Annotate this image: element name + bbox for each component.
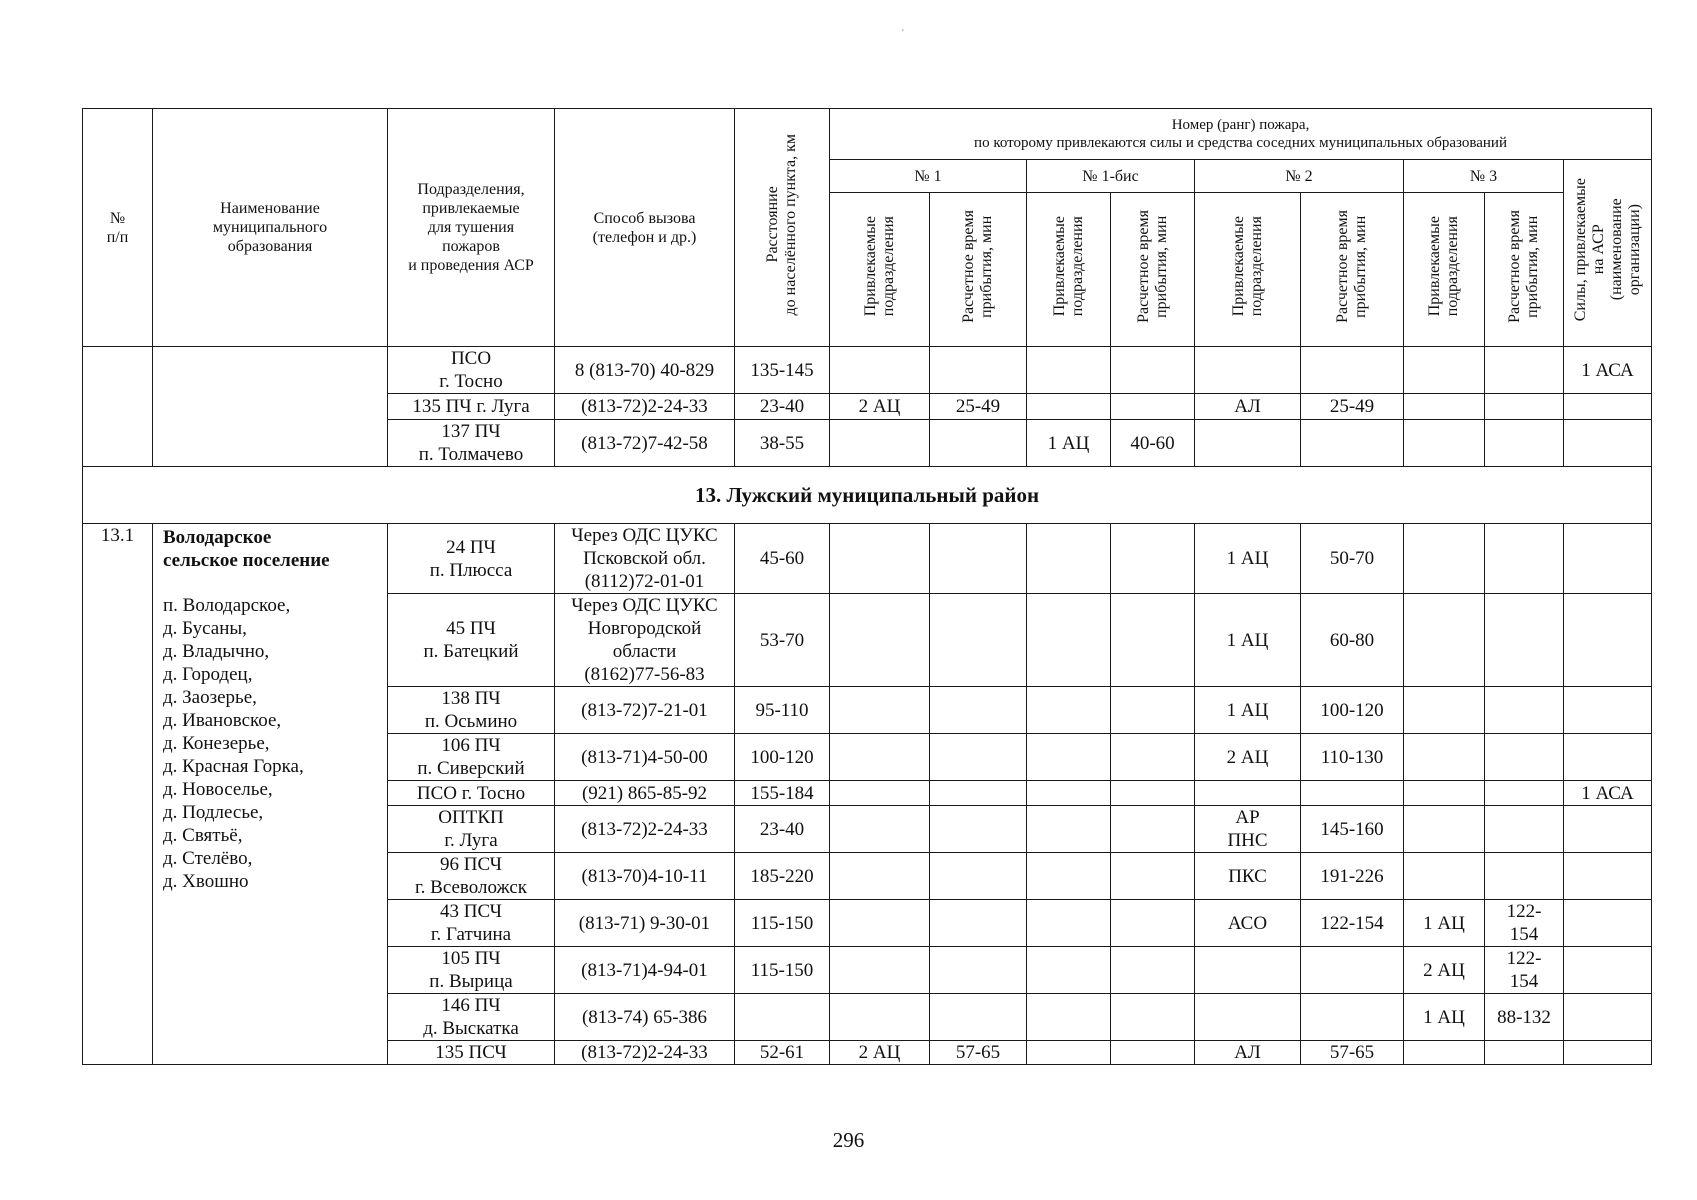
cell-rank1bis-time: [1111, 947, 1195, 994]
cell-rank1bis-units: [1027, 994, 1111, 1041]
cell-rank3-time: [1485, 420, 1564, 467]
header-rank-1: № 1: [830, 160, 1027, 193]
cell-rank2-time: [1301, 994, 1404, 1041]
cell-rank1bis-units: [1027, 594, 1111, 687]
cell-municipality-empty: [153, 347, 388, 467]
cell-call-method: Через ОДС ЦУКС Новгородской области (8162)77-56-83: [555, 594, 735, 687]
header-distance-label: Расстояние до населённого пункта, км: [764, 133, 799, 316]
cell-rank3-units: [1404, 687, 1485, 734]
header-municipality: Наименование муниципального образования: [153, 109, 388, 347]
cell-rank1-units: [830, 524, 930, 594]
cell-distance: 53-70: [735, 594, 830, 687]
cell-units: 96 ПСЧ г. Всеволожск: [388, 853, 555, 900]
cell-rank1bis-units: [1027, 524, 1111, 594]
header-fire-rank-group: Номер (ранг) пожара, по которому привлекаются силы и средства соседних муниципальных образований: [830, 109, 1652, 160]
cell-rank3-units: 2 АЦ: [1404, 947, 1485, 994]
municipality-cell: [153, 524, 388, 1065]
header-distance: [735, 109, 830, 347]
cell-rank1-time: [930, 347, 1027, 394]
municipality-number: 13.1: [83, 524, 153, 1065]
cell-asr-forces: 1 АСА: [1564, 347, 1652, 394]
cell-distance: 155-184: [735, 781, 830, 806]
cell-rank1bis-time: [1111, 806, 1195, 853]
cell-rank1bis-time: [1111, 900, 1195, 947]
cell-rank3-units: [1404, 394, 1485, 420]
cell-rank3-units: 1 АЦ: [1404, 994, 1485, 1041]
cell-rank3-time: [1485, 734, 1564, 781]
cell-rank1-units: [830, 994, 930, 1041]
cell-rank2-units: [1195, 347, 1301, 394]
cell-units: ПСО г. Тосно: [388, 347, 555, 394]
cell-rank2-time: [1301, 420, 1404, 467]
cell-call-method: (921) 865-85-92: [555, 781, 735, 806]
cell-rank3-units: [1404, 347, 1485, 394]
cell-rank1-time: [930, 524, 1027, 594]
cell-asr-forces: [1564, 734, 1652, 781]
header-rank1-units: Привлекаемые подразделения: [830, 193, 930, 347]
cell-rank3-units: [1404, 594, 1485, 687]
header-rank1-time: Расчетное время прибытия, мин: [930, 193, 1027, 347]
cell-units: 138 ПЧ п. Осьмино: [388, 687, 555, 734]
cell-distance: 115-150: [735, 947, 830, 994]
table-body-luga-district: [83, 524, 1652, 1065]
header-rank2-units: Привлекаемые подразделения: [1195, 193, 1301, 347]
cell-rank1-units: 2 АЦ: [830, 394, 930, 420]
cell-rank1bis-time: [1111, 853, 1195, 900]
cell-rank1bis-time: [1111, 594, 1195, 687]
cell-rank1bis-time: [1111, 994, 1195, 1041]
cell-rank1bis-units: 1 АЦ: [1027, 420, 1111, 467]
cell-call-method: (813-72)2-24-33: [555, 806, 735, 853]
cell-units: 146 ПЧ д. Выскатка: [388, 994, 555, 1041]
cell-units: 135 ПСЧ: [388, 1041, 555, 1065]
cell-asr-forces: [1564, 524, 1652, 594]
cell-rank2-time: 100-120: [1301, 687, 1404, 734]
cell-rank3-units: [1404, 420, 1485, 467]
cell-call-method: (813-72)7-21-01: [555, 687, 735, 734]
cell-rank1bis-time: 40-60: [1111, 420, 1195, 467]
cell-asr-forces: [1564, 687, 1652, 734]
cell-rank3-units: [1404, 806, 1485, 853]
header-rank1bis-units: Привлекаемые подразделения: [1027, 193, 1111, 347]
cell-rank3-time: [1485, 853, 1564, 900]
cell-rank2-units: 1 АЦ: [1195, 524, 1301, 594]
cell-rank1-units: [830, 853, 930, 900]
cell-units: ПСО г. Тосно: [388, 781, 555, 806]
cell-rank1-units: [830, 781, 930, 806]
cell-rank1bis-units: [1027, 394, 1111, 420]
cell-asr-forces: [1564, 900, 1652, 947]
cell-rank2-units: АР ПНС: [1195, 806, 1301, 853]
cell-asr-forces: [1564, 594, 1652, 687]
header-asr: [1564, 160, 1652, 347]
cell-call-method: (813-71) 9-30-01: [555, 900, 735, 947]
cell-asr-forces: 1 АСА: [1564, 781, 1652, 806]
cell-rank1-time: 25-49: [930, 394, 1027, 420]
cell-asr-forces: [1564, 806, 1652, 853]
cell-rank2-time: [1301, 347, 1404, 394]
header-rank2-time: Расчетное время прибытия, мин: [1301, 193, 1404, 347]
cell-rank1bis-units: [1027, 853, 1111, 900]
cell-call-method: (813-71)4-50-00: [555, 734, 735, 781]
cell-rank1-units: [830, 594, 930, 687]
cell-asr-forces: [1564, 1041, 1652, 1065]
cell-rank3-time: [1485, 781, 1564, 806]
cell-units: ОПТКП г. Луга: [388, 806, 555, 853]
cell-call-method: 8 (813-70) 40-829: [555, 347, 735, 394]
cell-rank1-time: [930, 781, 1027, 806]
cell-rank1bis-time: [1111, 1041, 1195, 1065]
cell-rank1-units: [830, 347, 930, 394]
cell-rank1bis-time: [1111, 734, 1195, 781]
cell-distance: 23-40: [735, 806, 830, 853]
page-mark: ': [902, 28, 904, 39]
cell-asr-forces: [1564, 853, 1652, 900]
cell-asr-forces: [1564, 420, 1652, 467]
cell-rank2-time: 191-226: [1301, 853, 1404, 900]
cell-rank1-time: [930, 420, 1027, 467]
cell-units: 24 ПЧ п. Плюсса: [388, 524, 555, 594]
cell-distance: 45-60: [735, 524, 830, 594]
cell-rank1bis-time: [1111, 781, 1195, 806]
cell-rank1-time: [930, 594, 1027, 687]
cell-rank3-time: [1485, 594, 1564, 687]
table-row: [83, 347, 1652, 394]
cell-rank2-time: 25-49: [1301, 394, 1404, 420]
cell-rank1-time: [930, 900, 1027, 947]
cell-rank1bis-time: [1111, 394, 1195, 420]
cell-rank2-units: 1 АЦ: [1195, 594, 1301, 687]
cell-call-method: (813-72)2-24-33: [555, 1041, 735, 1065]
cell-rank1-time: [930, 994, 1027, 1041]
cell-rank2-units: 1 АЦ: [1195, 687, 1301, 734]
cell-rank2-units: 2 АЦ: [1195, 734, 1301, 781]
cell-rank2-time: 145-160: [1301, 806, 1404, 853]
cell-rank2-time: 122-154: [1301, 900, 1404, 947]
cell-rank3-time: [1485, 524, 1564, 594]
header-rank-3: № 3: [1404, 160, 1564, 193]
header-units: Подразделения, привлекаемые для тушения пожаров и проведения АСР: [388, 109, 555, 347]
cell-call-method: (813-70)4-10-11: [555, 853, 735, 900]
header-num: № п/п: [83, 109, 153, 347]
cell-units: 105 ПЧ п. Вырица: [388, 947, 555, 994]
cell-rank2-units: [1195, 994, 1301, 1041]
cell-rank3-units: [1404, 1041, 1485, 1065]
cell-rank1bis-units: [1027, 1041, 1111, 1065]
cell-rank2-time: 60-80: [1301, 594, 1404, 687]
cell-distance: 95-110: [735, 687, 830, 734]
cell-rank1-time: 57-65: [930, 1041, 1027, 1065]
cell-rank3-time: [1485, 394, 1564, 420]
cell-rank2-time: 57-65: [1301, 1041, 1404, 1065]
cell-rank2-units: АСО: [1195, 900, 1301, 947]
cell-rank2-time: 50-70: [1301, 524, 1404, 594]
cell-rank1bis-units: [1027, 806, 1111, 853]
cell-asr-forces: [1564, 994, 1652, 1041]
cell-units: 106 ПЧ п. Сиверский: [388, 734, 555, 781]
cell-rank3-units: [1404, 734, 1485, 781]
cell-call-method: (813-72)7-42-58: [555, 420, 735, 467]
cell-rank1-units: [830, 420, 930, 467]
cell-rank1-time: [930, 947, 1027, 994]
cell-call-method: (813-71)4-94-01: [555, 947, 735, 994]
cell-rank2-time: [1301, 947, 1404, 994]
cell-rank3-time: 122- 154: [1485, 947, 1564, 994]
section-row: [83, 467, 1652, 524]
cell-rank1bis-units: [1027, 781, 1111, 806]
header-call-method: Способ вызова (телефон и др.): [555, 109, 735, 347]
cell-rank1bis-time: [1111, 687, 1195, 734]
table-section: [83, 467, 1652, 524]
header-rank1bis-time: Расчетное время прибытия, мин: [1111, 193, 1195, 347]
cell-rank3-time: [1485, 806, 1564, 853]
cell-rank1bis-units: [1027, 347, 1111, 394]
cell-rank2-time: 110-130: [1301, 734, 1404, 781]
cell-call-method: (813-74) 65-386: [555, 994, 735, 1041]
cell-rank3-time: [1485, 687, 1564, 734]
cell-rank1-units: 2 АЦ: [830, 1041, 930, 1065]
cell-rank2-units: [1195, 781, 1301, 806]
cell-rank3-time: 122- 154: [1485, 900, 1564, 947]
cell-rank2-units: ПКС: [1195, 853, 1301, 900]
cell-rank2-units: [1195, 947, 1301, 994]
cell-rank1bis-units: [1027, 734, 1111, 781]
cell-rank1bis-units: [1027, 687, 1111, 734]
cell-rank3-units: [1404, 781, 1485, 806]
cell-distance: 135-145: [735, 347, 830, 394]
cell-asr-forces: [1564, 947, 1652, 994]
cell-rank2-units: АЛ: [1195, 394, 1301, 420]
cell-num-empty: [83, 347, 153, 467]
cell-rank3-time: [1485, 1041, 1564, 1065]
header-rank-1bis: № 1-бис: [1027, 160, 1195, 193]
cell-rank1-units: [830, 947, 930, 994]
cell-rank1-units: [830, 900, 930, 947]
fire-forces-table: [82, 108, 1652, 1065]
cell-distance: 52-61: [735, 1041, 830, 1065]
cell-rank1-time: [930, 853, 1027, 900]
cell-rank1bis-time: [1111, 347, 1195, 394]
municipality-name: Володарское сельское поселение: [163, 527, 330, 571]
cell-rank1-units: [830, 687, 930, 734]
cell-rank3-units: 1 АЦ: [1404, 900, 1485, 947]
cell-distance: 38-55: [735, 420, 830, 467]
table-body-previous-district: [83, 347, 1652, 467]
cell-units: 135 ПЧ г. Луга: [388, 394, 555, 420]
cell-rank1-time: [930, 806, 1027, 853]
cell-call-method: (813-72)2-24-33: [555, 394, 735, 420]
cell-units: 137 ПЧ п. Толмачево: [388, 420, 555, 467]
cell-rank2-units: АЛ: [1195, 1041, 1301, 1065]
cell-rank1bis-units: [1027, 947, 1111, 994]
cell-units: 43 ПСЧ г. Гатчина: [388, 900, 555, 947]
cell-rank1-time: [930, 687, 1027, 734]
cell-rank2-units: [1195, 420, 1301, 467]
cell-asr-forces: [1564, 394, 1652, 420]
section-title: 13. Лужский муниципальный район: [83, 467, 1652, 524]
cell-distance: [735, 994, 830, 1041]
cell-units: 45 ПЧ п. Батецкий: [388, 594, 555, 687]
cell-rank1-time: [930, 734, 1027, 781]
cell-rank3-units: [1404, 524, 1485, 594]
header-rank3-units: Привлекаемые подразделения: [1404, 193, 1485, 347]
page-number: 296: [832, 1128, 865, 1152]
cell-rank1bis-units: [1027, 900, 1111, 947]
header-rank-2: № 2: [1195, 160, 1404, 193]
municipality-places: п. Володарское, д. Бусаны, д. Владычно, д. Городец, д. Заозерье, д. Ивановское, д. Конезерье, д. Красная Горка, д. Новоселье, д. Подлесье, д. Святьё, д. Стелёво, д. Хвошно: [163, 595, 304, 892]
cell-rank2-time: [1301, 781, 1404, 806]
cell-rank3-time: [1485, 347, 1564, 394]
cell-distance: 115-150: [735, 900, 830, 947]
table-row: [83, 524, 1652, 594]
cell-distance: 100-120: [735, 734, 830, 781]
cell-rank1-units: [830, 806, 930, 853]
cell-rank3-time: 88-132: [1485, 994, 1564, 1041]
header-rank3-time: Расчетное время прибытия, мин: [1485, 193, 1564, 347]
header-asr-label: Силы, привлекаемые на АСР (наименование организации): [1571, 178, 1643, 322]
table-header: [83, 109, 1652, 347]
cell-call-method: Через ОДС ЦУКС Псковской обл. (8112)72-01-01: [555, 524, 735, 594]
cell-rank3-units: [1404, 853, 1485, 900]
cell-rank1-units: [830, 734, 930, 781]
cell-rank1bis-time: [1111, 524, 1195, 594]
cell-distance: 185-220: [735, 853, 830, 900]
cell-distance: 23-40: [735, 394, 830, 420]
